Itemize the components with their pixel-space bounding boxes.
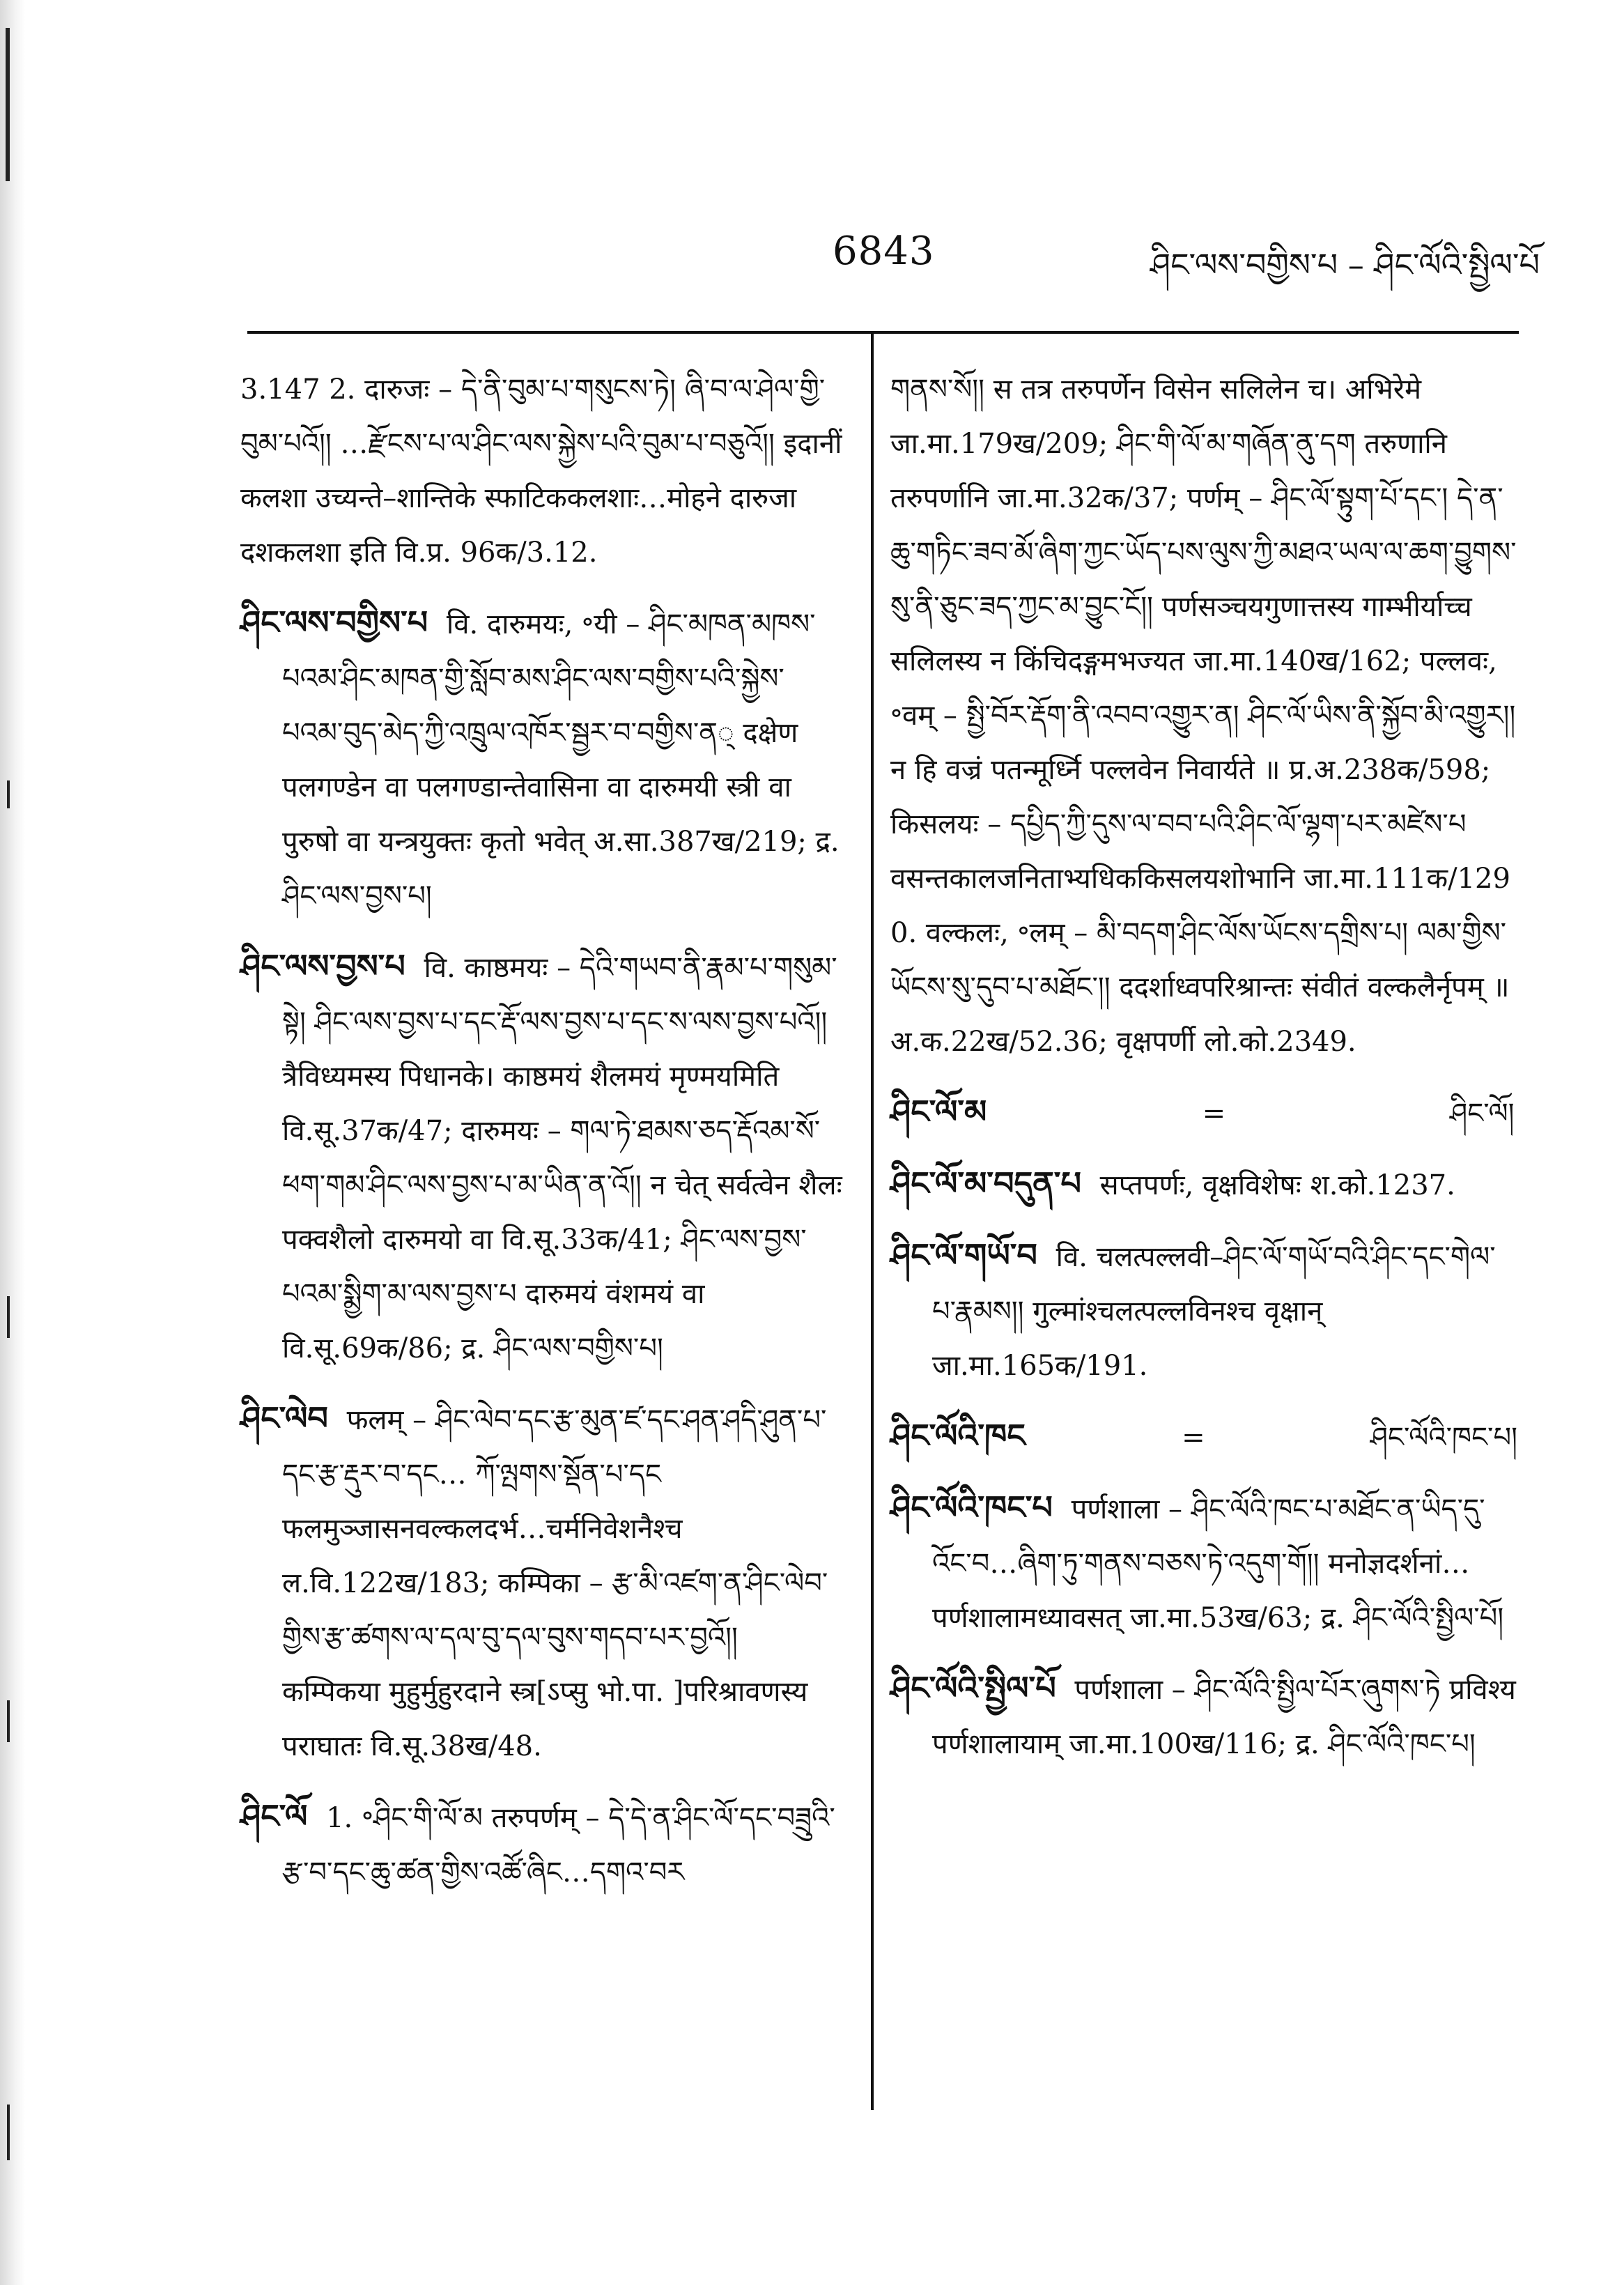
guide-words: ཤིང་ལས་བགྱིས་པ – ཤིང་ལོའི་སྤྱིལ་པོ [1150,246,1540,284]
scan-edge-mark [7,1296,10,1338]
column-divider [871,333,874,2110]
entry-text: 3.147 2. दारुजः – དེ་ནི་བུམ་པ་གསུངས་ཏེ། ཞི་བ་ལ་ཤེལ་གྱི་བུམ་པའོ།། …རྫོངས་པ་ལ་ཤིང་ལས་སྐྱེས་པའི་བུམ་པ་བཅུའོ།། इदानीं कलशा उच्यन्ते–शान्तिके स्फाटिककलशाः…मोहने दारुजा दशकलशा इति वि.प्र. 96क/3.12. [240,374,842,569]
dictionary-entry-equivalence: ཤིང་ལོ་མ = ཤིང་ལོ། [890,1084,1517,1141]
dictionary-entry [890,1156,1517,1213]
entry-text: वि. चलत्पल्लवी–ཤིང་ལོ་གཡོ་བའི་ཤིང་དང་གེལ་པ་རྣམས།། गुल्मांश्चलत्पल्लविनश्च वृक्षान् जा.मा.165क/191. [932,1241,1496,1382]
header-rule [247,331,1519,334]
dictionary-entry [240,362,843,580]
entry-headword: ཤིང་ལོ་མ [890,1093,987,1130]
entry-headword: ཤིང་ལས་བྱས་པ [240,947,405,985]
scan-edge-mark [7,2105,10,2160]
entry-text: 1. ॰ཤིང་གི་ལོ་མ तरुपर्णम् – དེ་དེ་ན་ཤིང་ལོ་དང་བཟྲུའི་རྩ་བ་དང་ཆུ་ཚན་གྱིས་འཚོ་ཞིང…དགའ་བར [282,1802,835,1888]
dictionary-entry [890,1228,1517,1393]
entry-text: वि. काष्ठमयः – དེའི་གཡབ་ནི་རྣམ་པ་གསུམ་སྟེ། ཤིང་ལས་བྱས་པ་དང་རྡོ་ལས་བྱས་པ་དང་ས་ལས་བྱས་པའོ།། त्रैविध्यमस्य पिधानके। काष्ठमयं शैलमयं मृण्मयमिति वि.सू.37क/47; दारुमयः – གལ་ཏེ་ཐམས་ཅད་རྡོའམ་སོ་ཕག་གམ་ཤིང་ལས་བྱས་པ་མ་ཡིན་ན་འོ།། न चेत् सर्वत्वेन शैलः पक्वशैलो दारुमयो वा वि.सू.33क/41; ཤིང་ལས་བྱས་པའམ་སྨྱིག་མ་ལས་བྱས་པ दारुमयं वंशमयं वा वि.सू.69क/86; द्र. ཤིང་ལས་བགྱིས་པ། [282,952,842,1364]
entry-text: གནས་སོ།། स तत्र तरुपर्णेन विसेन सलिलेन च। अभिरेमे जा.मा.179ख/209; ཤིང་གི་ལོ་མ་གཞོན་ནུ་དག तरुणानि तरुपर्णानि जा.मा.32क/37; पर्णम् – ཤིང་ལོ་སྟུག་པོ་དང་། དེ་ན་ཆུ་གཏིང་ཟབ་མོ་ཞིག་ཀྱང་ཡོད་པས་ལུས་ཀྱི་མཐའ་ཡལ་ལ་ཆག་བྱུགས་སུ་ནི་ཅུང་ཟད་ཀྱང་མ་བྱུང་ངོ།། पर्णसञ्चयगुणात्तस्य गाम्भीर्याच्च सलिलस्य न किंचिदङ्गमभज्यत जा.मा.140ख/162; पल्लवः, ॰वम् – སྤྱི་བོར་རྡོག་ནི་འབབ་འགྱུར་ན། ཤིང་ལོ་ཡིས་ནི་སྐྱོབ་མི་འགྱུར།། न हि वज्रं पतन्मूर्ध्नि पल्लवेन निवार्यते ॥ प्र.अ.238क/598; किसलयः – དཔྱིད་ཀྱི་དུས་ལ་བབ་པའི་ཤིང་ལོ་ལྷག་པར་མཛེས་པ वसन्तकालजनिताभ्यधिककिसलयशोभानि जा.मा.111क/129 0. वल्कलः, ॰लम् – མི་བདག་ཤིང་ལོས་ཡོངས་དགྲིས་པ། ལམ་གྱིས་ཡོངས་སུ་དུབ་པ་མཐོང་།། ददर्शाध्वपरिश्रान्तः संवीतं वल्कलैर्नृपम् ॥ अ.क.22ख/52.36; वृक्षपर्णी लो.को.2349. [890,374,1517,1058]
entry-text: पर्णशाला – ཤིང་ལོའི་སྤྱིལ་པོར་ཞུགས་ཏེ प्रविश्य पर्णशालायाम् जा.मा.100ख/116; द्र. ཤིང་ལོའི་ཁང་པ། [932,1674,1516,1760]
scan-edge-mark [7,1700,10,1742]
left-column [240,362,843,1915]
entry-text: फलम् – ཤིང་ལེབ་དང་རྩ་མུན་ཛ་དང་ཤན་ཤདི་ཤུན་པ་དང་རྩ་རྡུར་བ་དང… ཀོ་ལྤགས་སྡོན་པ་དང फलमुञ्जासनवल्कलदर्भ…चर्मनिवेशनैश्च ल.वि.122ख/183; कम्पिका – རྩ་མི་འཛག་ན་ཤིང་ལེབ་གྱིས་རྩ་ཚགས་ལ་དལ་བུ་དལ་བུས་གདབ་པར་བྱའོ།། कम्पिकया मुहुर्मुहुरदाने स्त्र[ऽप्सु भो.पा. ]परिश्रावणस्य पराघातः वि.सू.38ख/48. [282,1404,828,1762]
entry-headword: ཤིང་ལོ [240,1797,308,1835]
entry-equivalent: ཤིང་ལོ། [1449,1098,1515,1130]
scan-edge-mark [7,780,10,808]
entry-headword: ཤིང་ལས་བགྱིས་པ [240,603,428,641]
entry-text: सप्तपर्णः, वृक्षविशेषः श.को.1237. [1099,1169,1455,1201]
dictionary-entry [890,362,1517,1069]
entry-equivalent: ཤིང་ལོའི་ཁང་པ། [1370,1422,1517,1454]
dictionary-entry-equivalence: ཤིང་ལོའི་ཁང = ཤིང་ལོའི་ཁང་པ། [890,1408,1517,1465]
dictionary-entry [240,1391,843,1774]
entry-headword: ཤིང་ལོའི་ཁང [890,1417,1026,1454]
right-column [890,362,1517,1787]
entry-text: पर्णशाला – ཤིང་ལོའི་ཁང་པ་མཐོང་ན་ཡིད་དུ་འོང་བ…ཞིག་ཏུ་གནས་བཅས་ཏེ་འདུག་གོ།། मनोज्ञदर्शनां… पर्णशालामध्यावसत् जा.मा.53ख/63; द्र. ཤིང་ལོའི་སྤྱིལ་པོ། [932,1493,1504,1634]
dictionary-entry [890,1661,1517,1771]
dictionary-entry [890,1480,1517,1645]
entry-headword: ཤིང་ལོའི་ཁང་པ [890,1488,1053,1526]
entry-headword: ཤིང་ལོ་གཡོ་བ [890,1236,1037,1274]
scan-edge-shadow [0,0,25,2285]
entry-headword: ཤིང་ལོ་མ་བདུན་པ [890,1164,1081,1202]
dictionary-entry [240,595,843,923]
dictionary-entry [240,1789,843,1900]
entry-headword: ཤིང་ལོའི་སྤྱིལ་པོ [890,1669,1056,1707]
scan-edge-mark [6,28,10,181]
dictionary-entry [240,939,843,1376]
entry-text: वि. दारुमयः, ॰यी – ཤིང་མཁན་མཁས་པའམ་ཤིང་མཁན་གྱི་སློབ་མས་ཤིང་ལས་བགྱིས་པའི་སྐྱེས་པའམ་བུད་མེད་ཀྱི་འཁྲུལ་འཁོར་སྦྱར་བ་བགྱིས་ན् दक्षेण पलगण्डेन वा पलगण्डान्तेवासिना वा दारुमयी स्त्री वा पुरुषो वा यन्त्रयुक्तः कृतो भवेत् अ.सा.387ख/219; द्र. ཤིང་ལས་བྱས་པ། [282,608,840,912]
page-number: 6843 [833,229,935,274]
entry-headword: ཤིང་ལེབ [240,1399,328,1437]
